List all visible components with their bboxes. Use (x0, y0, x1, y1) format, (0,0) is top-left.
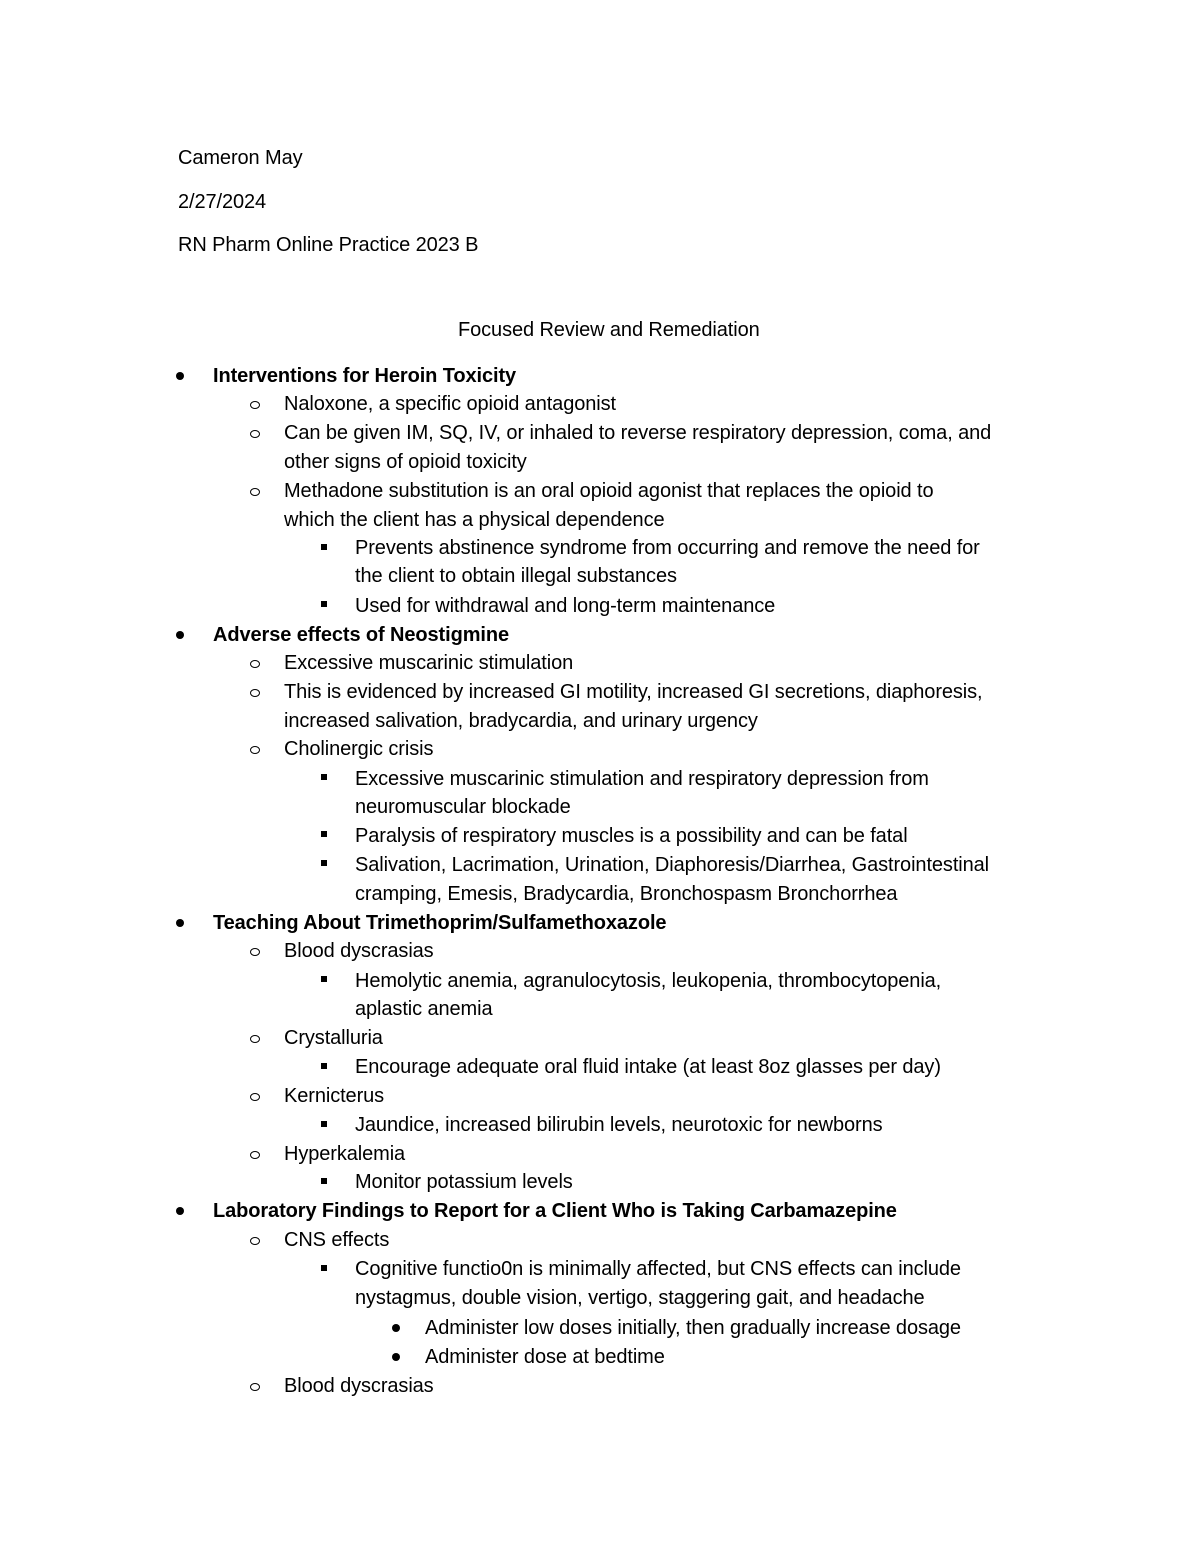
bullet-square-icon (321, 1265, 327, 1271)
list-item: Naloxone, a specific opioid antagonist (284, 393, 616, 415)
bullet-circle-icon (250, 660, 260, 668)
list-item: Methadone substitution is an oral opioid agonist that replaces the opioid to (284, 480, 934, 502)
list-item: Encourage adequate oral fluid intake (at least 8oz glasses per day) (355, 1056, 941, 1078)
author-name: Cameron May (178, 147, 303, 169)
bullet-circle-icon (250, 1383, 260, 1391)
list-item: Cholinergic crisis (284, 738, 434, 760)
list-item-continuation: neuromuscular blockade (355, 796, 571, 818)
list-item: Blood dyscrasias (284, 1375, 434, 1397)
bullet-dot-icon (176, 372, 184, 380)
bullet-circle-icon (250, 1093, 260, 1101)
bullet-dot-icon (176, 919, 184, 927)
bullet-circle-icon (250, 488, 260, 496)
section-heading: Laboratory Findings to Report for a Client Who is Taking Carbamazepine (213, 1200, 897, 1222)
bullet-circle-icon (250, 1151, 260, 1159)
list-item-continuation: aplastic anemia (355, 998, 493, 1020)
list-item-continuation: cramping, Emesis, Bradycardia, Bronchospasm Bronchorrhea (355, 883, 898, 905)
bullet-circle-icon (250, 948, 260, 956)
list-item: Prevents abstinence syndrome from occurring and remove the need for (355, 537, 980, 559)
list-item: Monitor potassium levels (355, 1171, 573, 1193)
list-item: Blood dyscrasias (284, 940, 434, 962)
bullet-dot-icon (392, 1324, 400, 1332)
bullet-circle-icon (250, 401, 260, 409)
bullet-square-icon (321, 976, 327, 982)
document-date: 2/27/2024 (178, 191, 267, 213)
list-item: Paralysis of respiratory muscles is a possibility and can be fatal (355, 825, 908, 847)
bullet-square-icon (321, 1121, 327, 1127)
list-item: Kernicterus (284, 1085, 385, 1107)
list-item: Excessive muscarinic stimulation and respiratory depression from (355, 768, 929, 790)
bullet-circle-icon (250, 1237, 260, 1245)
list-item: Jaundice, increased bilirubin levels, neurotoxic for newborns (355, 1114, 883, 1136)
list-item: Can be given IM, SQ, IV, or inhaled to reverse respiratory depression, coma, and (284, 422, 992, 444)
bullet-square-icon (321, 544, 327, 550)
bullet-circle-icon (250, 746, 260, 754)
section-heading: Adverse effects of Neostigmine (213, 624, 509, 646)
bullet-square-icon (321, 1063, 327, 1069)
bullet-circle-icon (250, 1035, 260, 1043)
section-heading: Interventions for Heroin Toxicity (213, 365, 517, 387)
list-item: Hyperkalemia (284, 1143, 406, 1165)
list-item: Cognitive functio0n is minimally affected, but CNS effects can include (355, 1258, 961, 1280)
list-item: This is evidenced by increased GI motility, increased GI secretions, diaphoresis, (284, 681, 983, 703)
list-item: Administer low doses initially, then gradually increase dosage (425, 1317, 961, 1339)
list-item-continuation: increased salivation, bradycardia, and urinary urgency (284, 710, 758, 732)
list-item: Administer dose at bedtime (425, 1346, 665, 1368)
list-item: Used for withdrawal and long-term maintenance (355, 595, 776, 617)
bullet-circle-icon (250, 430, 260, 438)
section-heading: Teaching About Trimethoprim/Sulfamethoxazole (213, 912, 667, 934)
page-title: Focused Review and Remediation (458, 319, 760, 341)
bullet-square-icon (321, 774, 327, 780)
bullet-square-icon (321, 831, 327, 837)
bullet-square-icon (321, 601, 327, 607)
list-item: Hemolytic anemia, agranulocytosis, leukopenia, thrombocytopenia, (355, 970, 942, 992)
bullet-dot-icon (176, 631, 184, 639)
bullet-square-icon (321, 1178, 327, 1184)
list-item: Crystalluria (284, 1027, 383, 1049)
list-item: CNS effects (284, 1229, 390, 1251)
list-item-continuation: which the client has a physical dependence (284, 509, 665, 531)
list-item: Salivation, Lacrimation, Urination, Diaphoresis/Diarrhea, Gastrointestinal (355, 854, 990, 876)
bullet-square-icon (321, 860, 327, 866)
course-title: RN Pharm Online Practice 2023 B (178, 234, 479, 256)
bullet-dot-icon (176, 1207, 184, 1215)
list-item: Excessive muscarinic stimulation (284, 652, 574, 674)
bullet-dot-icon (392, 1353, 400, 1361)
list-item-continuation: nystagmus, double vision, vertigo, staggering gait, and headache (355, 1287, 925, 1309)
list-item-continuation: the client to obtain illegal substances (355, 565, 677, 587)
bullet-circle-icon (250, 689, 260, 697)
list-item-continuation: other signs of opioid toxicity (284, 451, 527, 473)
